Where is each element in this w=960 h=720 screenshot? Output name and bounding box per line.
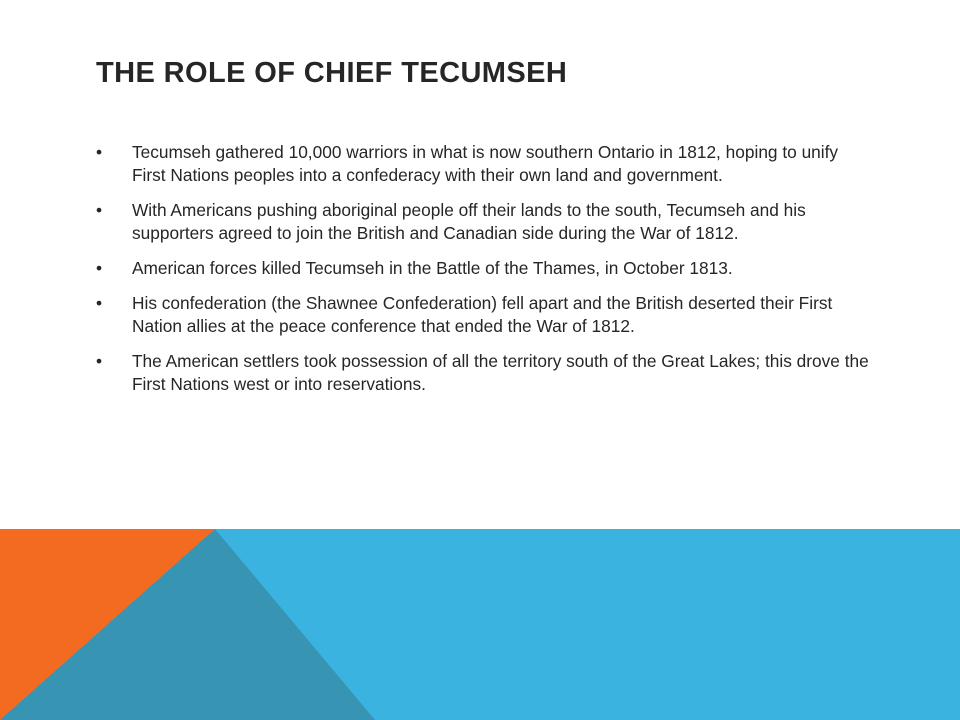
bullet-item <box>96 141 876 187</box>
bullet-item <box>96 292 876 338</box>
bullet-text: With Americans pushing aboriginal people off their lands to the south, Tecumseh and his supporters agreed to join the British and Canadian side during the War of 1812. <box>132 200 806 243</box>
bullet-dot: • <box>96 258 103 278</box>
footer-shapes <box>0 529 960 720</box>
bullet-item <box>96 257 876 280</box>
bullet-text: His confederation (the Shawnee Confederation) fell apart and the British deserted their First Nation allies at the peace conference that ended the War of 1812. <box>132 293 833 336</box>
bullet-list <box>96 141 876 408</box>
bullet-dot: • <box>96 351 103 371</box>
bullet-text: Tecumseh gathered 10,000 warriors in what is now southern Ontario in 1812, hoping to unify First Nations peoples into a confederacy with their own land and government. <box>132 142 839 185</box>
bullet-text: American forces killed Tecumseh in the Battle of the Thames, in October 1813. <box>132 258 733 278</box>
bullet-dot: • <box>96 200 103 220</box>
bullet-dot: • <box>96 142 103 162</box>
bullet-text: The American settlers took possession of all the territory south of the Great Lakes; this drove the First Nations west or into reservations. <box>132 351 869 394</box>
bullet-dot: • <box>96 293 103 313</box>
bullet-item <box>96 350 876 396</box>
footer-decoration <box>0 529 960 720</box>
bullet-item <box>96 199 876 245</box>
slide-title: THE ROLE OF CHIEF TECUMSEH <box>96 57 568 89</box>
